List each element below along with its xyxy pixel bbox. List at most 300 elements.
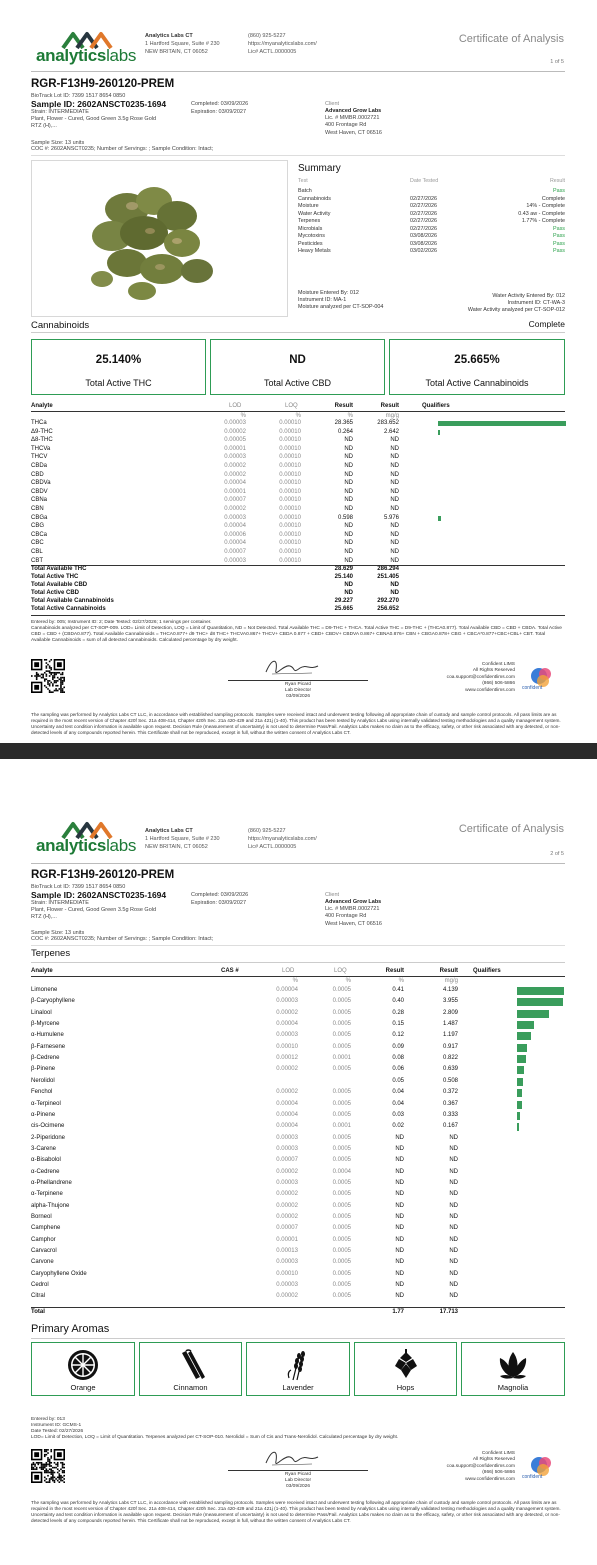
result-percent: ND	[344, 540, 353, 547]
result-mg: ND	[390, 445, 399, 452]
qualifier-bar	[517, 1078, 523, 1086]
cannabinoid-total-row	[31, 606, 565, 614]
terpene-row	[31, 1021, 565, 1029]
lod-value: 0.00002	[224, 506, 246, 512]
cannabinoid-row	[31, 497, 565, 505]
aroma-label: Hops	[396, 1383, 415, 1392]
result-mg: 1.487	[442, 1021, 458, 1028]
total-active-cbd-box: ND Total Active CBD	[210, 339, 385, 395]
loq-value: 0.0005	[332, 1236, 351, 1243]
loq-value: 0.0005	[332, 998, 351, 1005]
terpene-row	[31, 1271, 565, 1279]
page-number: 2 of 5	[550, 851, 564, 857]
hops-icon	[389, 1348, 423, 1382]
sample-details: Strain: INTERMEDIATE Plant, Flower - Cured, Good Green 3.5g Rose Gold RTZ (H),...	[31, 109, 157, 130]
qualifier-bar	[517, 1010, 549, 1018]
lod-value: 0.00004	[276, 1100, 298, 1107]
cannabinoid-row	[31, 429, 565, 437]
result-percent: ND	[344, 454, 353, 461]
cannabinoids-title: Cannabinoids	[31, 320, 90, 331]
aroma-label: Cinnamon	[173, 1383, 208, 1392]
terpene-row	[31, 1044, 565, 1052]
summary-result: Pass	[553, 248, 565, 254]
summary-title: Summary	[298, 163, 341, 174]
signature-image	[262, 656, 322, 680]
cannabinoid-notes: Entered by: 005; Instrument ID: 2; Date Tested: 02/27/2026; 1 servings per container. Cannabinoids analyzed per CT-SOP-009. LOD= Limit of Detection, LOQ = Limit of Quantitation, ND = Not Detected. Total Available THC = D9-THC + THCA. Total Active THC = D9-THC + (THCA0.877). Total Available CBD = CBD + CBDA. Total Active CBD = CBD + (CBDA0.877). Total Available Cannabinoids = THCA0.877+ d9 THC+ d8 THC+ THCVA0.867+ THCV+ CBDA 0.877 + CBD+ CBDV+ CBDVA 0.867+ CBNA0.876+ CBN + CBGA0.878+ CBG + CBCA*0.877+CBC+CBL+ CBT. Total Available Cannabinoids = sum of all detected cannabinoids. Calculated percentage by dry weight.	[31, 620, 562, 643]
loq-value: 0.00010	[279, 428, 301, 435]
result-mg: 0.917	[442, 1043, 458, 1050]
total-mg: 292.270	[377, 597, 399, 604]
lod-value: 0.00007	[276, 1157, 298, 1164]
summary-result: 0.43 aw - Complete	[518, 210, 565, 217]
summary-date: 03/08/2026	[410, 240, 437, 247]
lod-value: 0.00004	[276, 1111, 298, 1118]
analyte-name: 3-Carene	[31, 1145, 57, 1152]
lod-value: 0.00003	[276, 1134, 298, 1141]
lod-value: 0.00002	[276, 1168, 298, 1175]
result-mg: ND	[449, 1214, 458, 1220]
cannabinoid-row	[31, 506, 565, 514]
result-percent: 0.12	[392, 1032, 404, 1039]
result-mg: ND	[449, 1236, 458, 1243]
lod-value: 0.00001	[276, 1236, 298, 1243]
analyte-name: Caryophyllene Oxide	[31, 1270, 87, 1277]
analyte-name: Δ9-THC	[31, 428, 53, 435]
summary-row	[298, 188, 565, 196]
qualifier-bar	[517, 1032, 531, 1040]
summary-result: Pass	[553, 240, 565, 247]
summary-date: 03/08/2026	[410, 233, 437, 239]
analyte-name: α-Pinene	[31, 1111, 56, 1118]
result-mg: ND	[449, 1179, 458, 1186]
result-percent: 0.04	[392, 1089, 404, 1096]
cannabinoid-total-row	[31, 582, 565, 590]
summary-result: 1.77% - Complete	[521, 218, 565, 224]
divider	[31, 962, 565, 963]
summary-col-test: Test	[298, 178, 308, 184]
moisture-info: Moisture Entered By: 012 Instrument ID: MA-1 Moisture analyzed per CT-SOP-004	[298, 290, 384, 310]
analyte-name: CBCa	[31, 531, 48, 538]
doc-title: Certificate of Analysis	[458, 823, 564, 835]
qualifier-bar	[517, 987, 564, 995]
total-active-thc-box: 25.140% Total Active THC	[31, 339, 206, 395]
divider	[31, 332, 565, 333]
loq-value: 0.00010	[279, 531, 301, 538]
summary-date: 03/02/2026	[410, 248, 437, 254]
summary-result: Pass	[553, 225, 565, 232]
terpene-row	[31, 1055, 565, 1063]
total-percent: 25.665	[334, 605, 353, 612]
sample-code: RGR-F13H9-260120-PREM	[31, 869, 175, 881]
aroma-lavender	[246, 1342, 350, 1396]
page-separator	[0, 743, 597, 759]
loq-value: 0.00010	[279, 471, 301, 478]
summary-row	[298, 226, 565, 234]
result-percent: 0.05	[392, 1077, 404, 1084]
qualifier-bar	[517, 1055, 526, 1063]
analyte-name: Fenchol	[31, 1089, 53, 1096]
sample-details: Strain: INTERMEDIATE Plant, Flower - Cured, Good Green 3.5g Rose Gold RTZ (H),...	[31, 900, 157, 921]
result-percent: ND	[395, 1259, 404, 1266]
terpene-row	[31, 1101, 565, 1109]
result-mg: ND	[449, 1293, 458, 1300]
confident-brand: confident	[522, 1474, 543, 1480]
coa-page-2	[0, 759, 597, 1565]
loq-value: 0.0005	[332, 1179, 351, 1186]
result-mg: ND	[449, 1202, 458, 1209]
summary-result: Complete	[541, 195, 565, 202]
result-mg: ND	[390, 523, 399, 530]
loq-value: 0.00010	[279, 514, 301, 521]
product-photo	[31, 160, 288, 317]
analyte-name: CBC	[31, 540, 44, 547]
cannabinoid-total-row	[31, 566, 565, 574]
confident-lims-info: Confident LIMS All Rights Reserved coa.support@confidentlims.com (866) 506-5866 www.confidentlims.com	[446, 662, 515, 693]
lod-value: 0.00002	[276, 1202, 298, 1209]
result-percent: ND	[344, 480, 353, 487]
divider	[31, 976, 565, 977]
loq-value: 0.00010	[279, 463, 301, 469]
cannabinoid-row	[31, 437, 565, 445]
loq-value: 0.0005	[332, 1225, 351, 1232]
result-percent: ND	[395, 1202, 404, 1209]
qualifier-bar	[438, 430, 440, 435]
signature-image	[262, 1447, 322, 1471]
analyte-name: α-Terpineol	[31, 1100, 61, 1107]
sample-size: Sample Size: 13 units	[31, 140, 85, 146]
lod-value: 0.00002	[224, 428, 246, 435]
lab-info: Analytics Labs CT 1 Hartford Square, Suite # 230 NEW BRITAIN, CT 06052	[145, 828, 220, 850]
disclaimer: The sampling was performed by Analytics Labs CT LLC, in accordance with established sampling protocols. Samples were received intact and underwent testing following all appropriate chain of custody and sample control protocols. All pass limits are as required in the most recent version of Chapter 420f Sec. 21a 408-414, Chapter 420h Sec. 21a 420-429 and 21a 421j (1-40). This product has been tested by Analytics Labs using internally validated testing methodologies and a quality management system. Uncertainty and test condition information is available upon request. Decision Rule (measurement of uncertainty) is not used to determine Pass/Fail. Analytics Labs makes no claim as to the efficacy, safety, or other risk associated with any detected, or non-detected levels of any compounds reported herein. This Certificate shall not be reproduced, except in full, without the written consent of Analytics Labs CT.	[31, 712, 561, 735]
result-mg: ND	[390, 540, 399, 547]
terpene-row	[31, 1214, 565, 1222]
total-percent: ND	[344, 589, 353, 596]
loq-value: 0.0005	[332, 1089, 351, 1096]
water-activity-info: Water Activity Entered By: 012 Instrument ID: CT-WA-3 Water Activity analyzed per CT-SOP-012	[467, 293, 565, 313]
lod-value: 0.00002	[276, 1214, 298, 1220]
loq-value: 0.0005	[332, 1134, 351, 1141]
result-mg: 283.652	[377, 420, 399, 426]
cannabinoid-row	[31, 540, 565, 548]
summary-test: Heavy Metals	[298, 248, 331, 254]
result-mg: 2.642	[383, 428, 399, 435]
qualifier-bar	[517, 998, 563, 1006]
lod-value: 0.00004	[224, 540, 246, 547]
total-name: Total Active THC	[31, 573, 79, 580]
result-mg: 0.372	[442, 1089, 458, 1096]
lod-value: 0.00003	[276, 1179, 298, 1186]
lavender-icon	[281, 1348, 315, 1382]
analyte-name: β-Farnesene	[31, 1043, 66, 1050]
analyte-name: CBD	[31, 471, 44, 478]
result-percent: ND	[395, 1168, 404, 1175]
loq-value: 0.0005	[332, 1043, 351, 1050]
lod-value: 0.00013	[276, 1248, 298, 1255]
summary-date: 02/27/2026	[410, 203, 437, 209]
result-percent: ND	[344, 488, 353, 495]
loq-value: 0.00010	[279, 420, 301, 426]
terpene-total-row: Total 1.77 17.713	[31, 1309, 458, 1315]
summary-test: Batch	[298, 188, 312, 194]
result-percent: ND	[395, 1236, 404, 1243]
analyte-name: Limonene	[31, 987, 58, 993]
divider	[31, 1307, 565, 1308]
result-mg: 1.197	[442, 1032, 458, 1039]
summary-test: Cannabinoids	[298, 195, 331, 202]
result-percent: ND	[395, 1145, 404, 1152]
result-percent: ND	[395, 1270, 404, 1277]
result-mg: 0.167	[442, 1123, 458, 1130]
loq-value: 0.00010	[279, 454, 301, 461]
lod-value: 0.00003	[224, 557, 246, 564]
qualifier-bar	[517, 1112, 520, 1120]
summary-test: Mycotoxins	[298, 233, 325, 239]
summary-test: Terpenes	[298, 218, 321, 224]
lab-info: Analytics Labs CT 1 Hartford Square, Suite # 230 NEW BRITAIN, CT 06052	[145, 33, 220, 55]
analyte-name: cis-Ocimene	[31, 1123, 65, 1130]
result-percent: ND	[395, 1134, 404, 1141]
result-mg: 2.809	[442, 1009, 458, 1016]
aroma-orange	[31, 1342, 135, 1396]
cannabinoid-total-row	[31, 574, 565, 582]
result-mg: ND	[390, 488, 399, 495]
analyte-name: Borneol	[31, 1214, 52, 1220]
analyte-name: CBGa	[31, 514, 48, 521]
lod-value: 0.00007	[276, 1225, 298, 1232]
total-name: Total Available Cannabinoids	[31, 597, 114, 604]
analyte-name: CBT	[31, 557, 43, 564]
result-mg: ND	[449, 1191, 458, 1198]
analyte-name: THCa	[31, 420, 47, 426]
client-info: Client Advanced Grow Labs Lic. # MMBR.0002721 400 Frontage Rd West Haven, CT 06516	[325, 101, 382, 136]
lod-value: 0.00004	[276, 1123, 298, 1130]
result-percent: 0.03	[392, 1111, 404, 1118]
result-mg: ND	[449, 1134, 458, 1141]
table-header: Analyte CAS # LOD LOQ Result Result Qualifiers	[31, 968, 501, 974]
lod-value: 0.00004	[224, 523, 246, 530]
units-row: % % % mg/g	[240, 412, 399, 419]
analyte-name: THCV	[31, 454, 48, 461]
analyte-name: alpha-Thujone	[31, 1202, 70, 1209]
result-mg: 4.139	[442, 987, 458, 993]
result-percent: 0.06	[392, 1066, 404, 1073]
total-percent: 29.227	[334, 597, 353, 604]
loq-value: 0.0005	[332, 1214, 351, 1220]
analyte-name: Δ8-THC	[31, 437, 53, 444]
cannabinoid-row	[31, 489, 565, 497]
analyte-name: β-Pinene	[31, 1066, 56, 1073]
result-percent: 0.04	[392, 1100, 404, 1107]
result-percent: ND	[395, 1293, 404, 1300]
lod-value: 0.00002	[276, 1191, 298, 1198]
terpene-row	[31, 1157, 565, 1165]
lod-value: 0.00010	[276, 1270, 298, 1277]
result-percent: 0.598	[337, 514, 353, 521]
result-mg: 3.955	[442, 998, 458, 1005]
analyte-name: Carvone	[31, 1259, 54, 1266]
client-info: Client Advanced Grow Labs Lic. # MMBR.0002721 400 Frontage Rd West Haven, CT 06516	[325, 892, 382, 927]
magnolia-flower-icon	[496, 1348, 530, 1382]
qr-code[interactable]	[31, 659, 65, 693]
confident-brand: confident	[522, 685, 543, 691]
aroma-label: Lavender	[282, 1383, 314, 1392]
result-percent: ND	[344, 506, 353, 512]
loq-value: 0.00010	[279, 549, 301, 555]
loq-value: 0.0005	[332, 1100, 351, 1107]
lod-value: 0.00003	[224, 420, 246, 426]
loq-value: 0.0005	[332, 1202, 351, 1209]
cannabinoid-row	[31, 472, 565, 480]
terpene-row	[31, 1237, 565, 1245]
result-percent: ND	[395, 1157, 404, 1164]
result-mg: ND	[449, 1225, 458, 1232]
terpene-row	[31, 1293, 565, 1301]
lod-value: 0.00003	[224, 514, 246, 521]
summary-row	[298, 233, 565, 241]
terpene-row	[31, 1146, 565, 1154]
cannabinoid-row	[31, 515, 565, 523]
summary-row	[298, 196, 565, 204]
total-active-cannabinoids-box: 25.665% Total Active Cannabinoids	[389, 339, 565, 395]
summary-result: 14% - Complete	[526, 203, 565, 209]
qualifier-bar	[517, 1044, 527, 1052]
result-percent: 0.41	[392, 987, 404, 993]
loq-value: 0.00010	[279, 506, 301, 512]
analyte-name: Carvacrol	[31, 1248, 57, 1255]
lab-director-signature: Ryan Picard Lab Director 03/09/2026	[284, 1472, 312, 1489]
cannabinoid-row	[31, 532, 565, 540]
primary-aromas-title: Primary Aromas	[31, 1323, 110, 1335]
orange-slice-icon	[66, 1348, 100, 1382]
cannabinoid-row	[31, 420, 565, 428]
terpene-row	[31, 1123, 565, 1131]
result-mg: ND	[390, 557, 399, 564]
result-mg: ND	[449, 1270, 458, 1277]
qualifier-bar	[438, 516, 441, 521]
result-percent: ND	[344, 531, 353, 538]
terpene-row	[31, 1282, 565, 1290]
result-percent: ND	[344, 497, 353, 504]
total-mg: ND	[390, 589, 399, 596]
result-mg: ND	[390, 437, 399, 444]
loq-value: 0.00010	[279, 497, 301, 504]
loq-value: 0.0005	[332, 1282, 351, 1289]
loq-value: 0.00010	[279, 557, 301, 564]
loq-value: 0.00010	[279, 445, 301, 452]
qualifier-bar	[517, 1021, 534, 1029]
sample-size: Sample Size: 13 units	[31, 930, 85, 936]
cannabinoid-row	[31, 480, 565, 488]
result-mg: ND	[449, 1259, 458, 1266]
loq-value: 0.0005	[332, 1191, 351, 1198]
analyte-name: β-Myrcene	[31, 1021, 60, 1028]
summary-date: 02/27/2026	[410, 195, 437, 202]
result-percent: 0.09	[392, 1043, 404, 1050]
divider	[31, 945, 565, 946]
qr-code[interactable]	[31, 1449, 65, 1483]
analyte-name: α-Terpinene	[31, 1191, 63, 1198]
result-mg: 0.639	[442, 1066, 458, 1073]
analyte-name: Camphor	[31, 1236, 56, 1243]
loq-value: 0.0005	[332, 1259, 351, 1266]
result-mg: ND	[390, 531, 399, 538]
aroma-label: Magnolia	[497, 1383, 529, 1392]
summary-col-date: Date Tested	[410, 178, 439, 184]
result-percent: ND	[344, 437, 353, 444]
summary-test: Microbials	[298, 225, 323, 232]
lod-value: 0.00002	[276, 1293, 298, 1300]
result-mg: ND	[390, 506, 399, 512]
units-row: % % % mg/g	[292, 978, 458, 984]
result-mg: 0.508	[442, 1077, 458, 1084]
terpene-row	[31, 1248, 565, 1256]
terpene-row	[31, 998, 565, 1006]
lod-value: 0.00006	[224, 531, 246, 538]
lod-value: 0.00007	[224, 497, 246, 504]
lod-value: 0.00002	[276, 1009, 298, 1016]
terpene-row	[31, 1078, 565, 1086]
result-mg: ND	[449, 1145, 458, 1152]
total-percent: 25.140	[334, 573, 353, 580]
terpene-row	[31, 1112, 565, 1120]
aroma-cinnamon	[139, 1342, 242, 1396]
loq-value: 0.0004	[332, 1168, 351, 1175]
aroma-hops	[354, 1342, 457, 1396]
loq-value: 0.00010	[279, 488, 301, 495]
loq-value: 0.0005	[332, 1111, 351, 1118]
lod-value: 0.00002	[276, 1066, 298, 1073]
result-percent: ND	[395, 1282, 404, 1289]
sample-dates: Completed: 03/09/2026 Expiration: 03/09/2027	[191, 892, 249, 906]
biotrack-id: BioTrack Lot ID: 7399 1517 8654 0850	[31, 884, 126, 890]
total-mg: 286.294	[377, 566, 399, 572]
loq-value: 0.0005	[332, 1145, 351, 1152]
analyte-name: α-Phellandrene	[31, 1179, 72, 1186]
summary-date: 02/27/2026	[410, 225, 437, 232]
loq-value: 0.00010	[279, 480, 301, 487]
summary-row	[298, 241, 565, 249]
lod-value: 0.00004	[224, 480, 246, 487]
analyte-name: CBN	[31, 506, 44, 512]
analyte-name: Linalool	[31, 1009, 52, 1016]
analyte-name: α-Humulene	[31, 1032, 64, 1039]
summary-row	[298, 218, 565, 226]
total-mg: ND	[390, 581, 399, 588]
total-name: Total Available CBD	[31, 581, 88, 588]
analyte-name: α-Bisabolol	[31, 1157, 61, 1164]
lod-value: 0.00003	[276, 1259, 298, 1266]
signature-line	[228, 680, 368, 681]
result-percent: ND	[344, 523, 353, 530]
terpene-row	[31, 1010, 565, 1018]
lod-value: 0.00004	[276, 1021, 298, 1028]
result-percent: 0.264	[337, 428, 353, 435]
result-percent: ND	[395, 1214, 404, 1220]
terpene-row	[31, 1203, 565, 1211]
analyte-name: 2-Piperidone	[31, 1134, 66, 1141]
result-mg: ND	[449, 1248, 458, 1255]
aroma-label: Orange	[70, 1383, 96, 1392]
lod-value: 0.00004	[276, 987, 298, 993]
disclaimer: The sampling was performed by Analytics Labs CT LLC, in accordance with established sampling protocols. Samples were received intact and underwent testing following all appropriate chain of custody and sample control protocols. All pass limits are as required in the most recent version of Chapter 420f Sec. 21a 408-414, Chapter 420h Sec. 21a 420-429 and 21a 421j (1-40). This product has been tested by Analytics Labs using internally validated testing methodologies and a quality management system. Uncertainty and test condition information is available upon request. Decision Rule (measurement of uncertainty) is not used to determine Pass/Fail. Analytics Labs makes no claim as to the efficacy, safety, or other risk associated with any detected, or non-detected levels of any compounds reported herein. This Certificate shall not be reproduced, except in full, without the written consent of Analytics Labs CT.	[31, 1500, 561, 1523]
cannabinoid-row	[31, 463, 565, 471]
analyte-name: Camphene	[31, 1225, 61, 1232]
result-percent: ND	[344, 471, 353, 478]
analyte-name: CBG	[31, 523, 45, 530]
lod-value: 0.00001	[224, 488, 246, 495]
result-mg: ND	[449, 1168, 458, 1175]
summary-date: 02/27/2026	[410, 218, 437, 224]
